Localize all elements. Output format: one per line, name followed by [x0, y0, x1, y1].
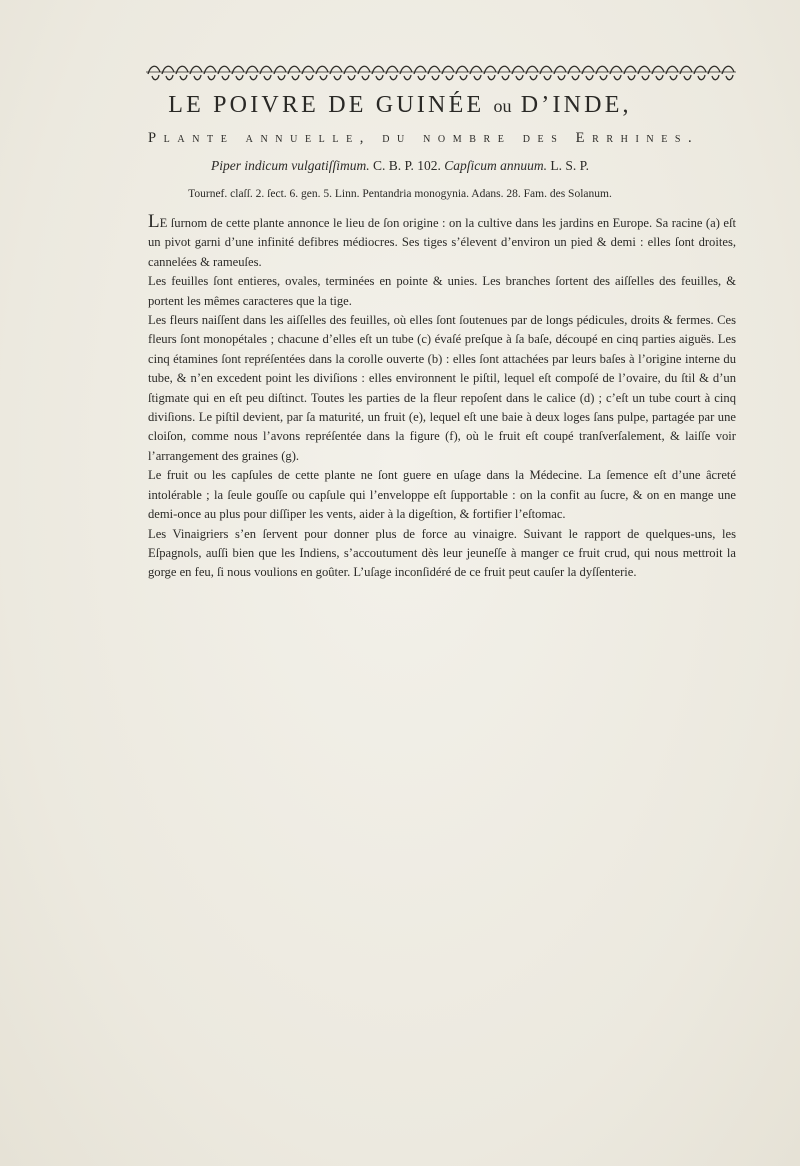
drop-cap: L — [148, 211, 160, 232]
latin-name-1: Piper indicum vulgatiſſimum. — [210, 158, 370, 173]
ornament-scroll-path — [148, 66, 734, 79]
paragraph-1-text: E ſurnom de cette plante annonce le lieu de ſon origine : on la cultive dans les jardins en Europe. Sa racine (a) eſt un pivot garni d’une infinité defibres médiocres. Ses tiges s’élevent d’environ un pied & demi : elles ſont droites, cannelées & rameuſes. — [148, 216, 736, 269]
latin-ref-2: L. S. P. — [550, 158, 590, 173]
latin-name-2: Capſicum annuum. — [444, 158, 547, 173]
latin-ref-1: C. B. P. 102. — [372, 158, 441, 173]
paragraph-2: Les feuilles ſont entieres, ovales, terminées en pointe & unies. Les branches ſortent des aiſſelles des feuilles, & portent les mêmes caracteres que la tige. — [148, 274, 736, 308]
latin-names-line — [0, 158, 800, 174]
subtitle: Plante annuelle, du nombre des Errhines. — [148, 130, 700, 146]
paragraph-1 — [148, 212, 736, 272]
paragraph-5: Les Vinaigriers s’en ſervent pour donner plus de force au vinaigre. Suivant le rapport de quelques-uns, les Eſpagnols, auſſi bien que les Indiens, s’accoutument dès leur jeuneſſe à manger ce fruit crud, qui nous mettroit la gorge en feu, ſi nous voulions en goûter. L’uſage inconſidéré de ce fruit peut cauſer la dyſſenterie. — [148, 526, 736, 580]
title-main: LE POIVRE DE GUINÉE — [168, 92, 485, 118]
classification-references: Tournef. claſſ. 2. ſect. 6. gen. 5. Linn. Pentandria monogynia. Adans. 28. Fam. des Solanum. — [188, 188, 612, 200]
body-text — [148, 212, 736, 583]
paragraph-3: Les fleurs naiſſent dans les aiſſelles des feuilles, où elles ſont ſoutenues par de longs pédicules, droits & fermes. Ces fleurs ſont monopétales ; chacune d’elles eſt un tube (c) évaſé preſque à ſa baſe, découpé en cinq parties aiguës. Les cinq étamines ſont repréſentées dans la corolle ouverte (b) : elles ſont attachées par leurs baſes à l’origine interne du tube, & n’en excedent point les diviſions : elles environnent le piſtil, lequel eſt compoſé de l’ovaire, du ſtil & d’un ſtigmate qui en eſt peu diſtinct. Toutes les parties de la fleur repoſent dans le calice (d) ; c’eſt un tube court à cinq diviſions. Le piſtil devient, par ſa maturité, un fruit (e), lequel eſt une baie à deux loges ſans pulpe, partagée par une cloiſon, comme nous l’avons repréſentée dans la figure (f), où le fruit eſt coupé tranſverſalement, & laiſſe voir l’arrangement des graines (g). — [148, 313, 736, 463]
title-end: D’INDE, — [520, 92, 632, 118]
paragraph-4: Le fruit ou les capſules de cette plante ne ſont guere en uſage dans la Médecine. La ſemence eſt d’une âcreté intolérable ; la ſeule gouſſe ou capſule qui l’enveloppe eſt ſupportable : on la confit au ſucre, & on en mange une demi-once au plus pour diſſiper les vents, aider à la digeſtion, & fortifier l’eſtomac. — [148, 468, 736, 522]
title-ou: ou — [493, 96, 512, 116]
ornamental-border-band — [146, 60, 736, 84]
page-title — [0, 92, 800, 119]
